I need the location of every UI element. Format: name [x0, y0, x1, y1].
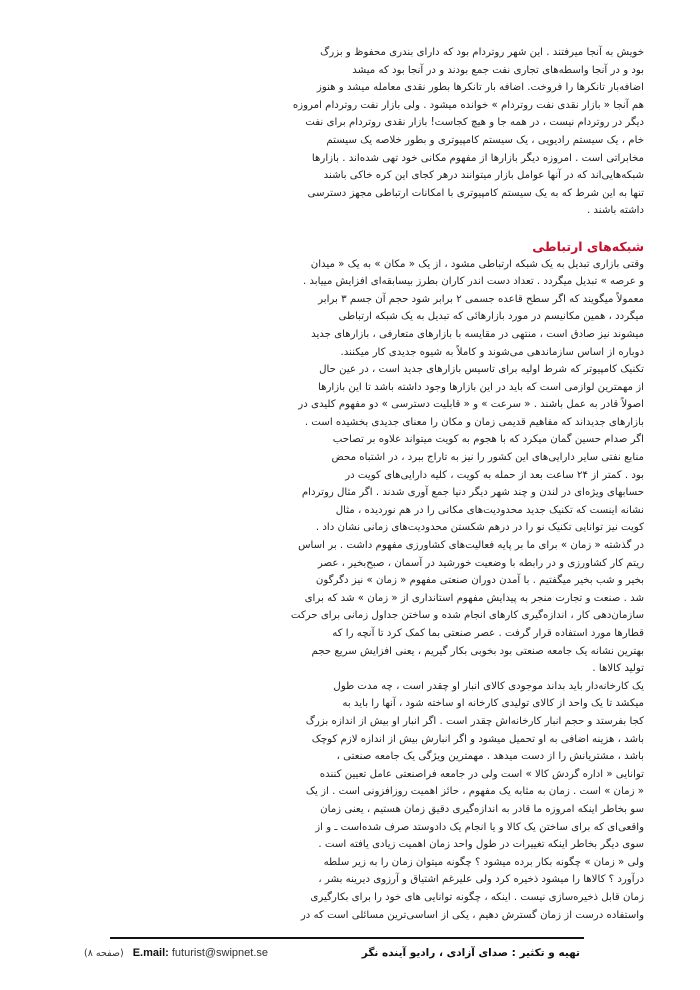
- text-line: کویت نیز توانایی تکنیک نو را در درهم شکستن محدودیت‌های زمانی نشان داد .: [315, 522, 644, 534]
- footer-contact: [84, 944, 268, 962]
- section-heading: شبکه‌های ارتباطی: [532, 238, 644, 254]
- text-line: خویش به آنجا میرفتند . این شهر روتردام بود که دارای بندری محفوظ و بزرگ: [320, 47, 644, 58]
- page-number: (صفحه ۸): [84, 948, 124, 959]
- text-line: اضافه‌بار تانکرها را فروخت. اضافه بار تانکرها بطور نقدی معامله میشد و هنوز: [316, 82, 644, 94]
- text-line: باشد ، مشتریانش را از دست میدهد . مهمترین ویژگی یک جامعه صنعتی ،: [336, 751, 644, 763]
- text-line: بخیر و شب بخیر میگفتیم . با آمدن دوران صنعتی مفهوم « زمان » نیز دگرگون: [315, 575, 644, 587]
- text-line: معمولاً میگویند که اگر سطح قاعده جسمی ۲ برابر شود حجم آن جسم ۳ برابر: [318, 293, 644, 305]
- text-line: تولید کالاها .: [592, 663, 644, 675]
- text-line: سو بخاطر اینکه امروزه ما قادر به اندازه‌گیری دقیق زمان هستیم ، یعنی زمان: [320, 803, 644, 815]
- section-paragraph: [272, 256, 644, 678]
- text-line: دوباره از اساس سازماندهی می‌شوند و کاملاً به شیوه جدیدی کار میکنند.: [340, 346, 644, 358]
- article-column: [272, 44, 644, 924]
- text-line: کجا بفرستد و حجم انبار کارخانه‌اش چقدر است . اگر انبار او بیش از اندازه بزرگ: [305, 715, 644, 727]
- footer-divider: [110, 937, 584, 939]
- text-line: زمان قابل ذخیره‌سازی نیست . اینکه ، چگونه توانایی های خود را برای بکارگیری: [310, 891, 644, 903]
- text-line: توانایی « اداره گردش کالا » است ولی در جامعه فراصنعتی عامل تعیین کننده: [319, 768, 644, 780]
- text-line: و عرصه » تبدیل میگردد . تعداد دست اندر کاران بطرز بیسابقه‌ای افزایش مییابد .: [302, 276, 644, 288]
- text-line: ولی « زمان » چگونه بکار برده میشود ؟ چگونه میتوان زمان را به زیر سلطه: [323, 856, 644, 868]
- text-line: اصولاً قادر به عمل باشند . « سرعت » و « قابلیت دسترسی » دو مفهوم کلیدی در: [298, 399, 644, 411]
- text-line: شد . صنعت و تجارت منجر به پیدایش مفهوم استانداری از « زمان » شد که برای: [304, 592, 644, 604]
- text-line: تنها به این شرط که به یک سیستم کامپیوتری با امکانات ارتباطی مجهز دسترسی: [307, 187, 644, 199]
- text-line: اگر صدام حسین گمان میکرد که با هجوم به کویت میتواند علاوه بر تصاحب: [332, 434, 644, 446]
- text-line: شبکه‌هایی‌اند که در آنها عوامل بازار میتوانند درهر کجای این کره خاکی باشند: [323, 170, 644, 182]
- text-line: در گذشته « زمان » برای ما بر پایه فعالیت‌های کشاورزی مفهوم داشت . بر اساس: [298, 540, 644, 552]
- text-line: درآورد ؟ کالاها را میشود ذخیره کرد ولی علیرغم اشتیاق و آرزوی دیرینه بشر ،: [318, 874, 644, 886]
- text-line: منابع نفتی سایر دارایی‌های این کشور را نیز به تاراج ببرد ، در اشتباه محض: [331, 452, 644, 464]
- text-line: واقعی‌ای که برای ساختن یک کالا و یا انجام یک دادوستد صرف شده‌است ـ و از: [315, 821, 644, 833]
- text-line: ریتم کار کشاورزی و در رابطه با وضعیت خورشید در آسمان ، صبح‌بخیر ، عصر: [317, 557, 644, 569]
- text-line: حسابهای ویژه‌ای در لندن و چند شهر دیگر دنیا جمع آوری شدند . اگر مثال روتردام: [301, 487, 644, 499]
- email-label: E.mail:: [132, 947, 169, 959]
- text-line: داشته باشند .: [586, 205, 644, 217]
- text-line: بود و در آنجا واسطه‌های تجاری نفت جمع بودند و در آنجا بود که میشد: [352, 64, 644, 76]
- text-line: میگردد ، همین مکانیسم در مورد بازارهائی که تبدیل به یک شبکه ارتباطی: [338, 311, 644, 323]
- final-paragraph: [272, 678, 644, 924]
- text-line: بازارهای جدیداند که مفاهیم قدیمی زمان و مکان را معنای جدیدی بخشیده است .: [304, 416, 644, 428]
- text-line: بود . کمتر از ۲۴ ساعت بعد از حمله به کویت ، کلیه دارایی‌های کویت در: [345, 469, 644, 481]
- text-line: تکنیک کامپیوتر که شرط اولیه برای تاسیس بازارهای جدید است ، در عین حال: [319, 364, 644, 376]
- text-line: میکشد تا یک واحد از کالای تولیدی کارخانه او ساخته شود ، آنها را باید به: [342, 698, 644, 710]
- text-line: وقتی بازاری تبدیل به یک شبکه ارتباطی مشود ، از یک « مکان » به یک « میدان: [310, 258, 644, 270]
- text-line: باشد ، هزینه اضافی به او تحمیل میشود و اگر انبارش بیش از اندازه لازم کوچک: [311, 733, 644, 745]
- text-line: هم آنجا « بازار نقدی نفت روتردام » خوانده میشود . ولی بازار نفت روتردام امروزه: [292, 99, 644, 111]
- text-line: از مهمترین لوازمی است که باید در این بازارها وجود داشته باشد تا این بازارها: [318, 381, 644, 393]
- intro-paragraph: [272, 44, 644, 220]
- paragraph-spacer: [272, 220, 644, 238]
- text-line: دیگر در روتردام نیست ، در همه جا و هیچ کجاست! بازار نقدی روتردام برای نفت: [305, 117, 644, 129]
- email-link[interactable]: futurist@swipnet.se: [171, 947, 269, 959]
- text-line: واستفاده درست از زمان گسترش دهیم ، یکی از اساسی‌ترین مسائلی است که در: [300, 909, 644, 921]
- text-line: نشانه اینست که تکنیک جدید محدودیت‌های مکانی را در هم نوردیده ، مثال: [335, 504, 644, 516]
- text-line: خام ، یک سیستم رادیویی ، یک سیستم کامپیوتری و بطور خلاصه یک سیستم: [326, 134, 644, 146]
- text-line: یک کارخانه‌دار باید بداند موجودی کالای انبار او چقدر است ، چه مدت طول: [333, 680, 644, 692]
- text-line: سازمان‌دهی کار ، اندازه‌گیری کارهای انجام شده و ساختن جداول زمانی برای حرکت: [290, 610, 644, 622]
- text-line: میشوند نیز صادق است ، منتهی در مقایسه با بازارهای متعارفی ، بازارهای جدید: [311, 328, 644, 340]
- text-line: بهترین نشانه یک جامعه صنعتی بود بخوبی بکار گیریم ، یعنی افزایش سریع حجم: [311, 645, 644, 657]
- text-line: « زمان » است . زمان به مثابه یک مفهوم ، حائز اهمیت روزافزونی است . از یک: [305, 786, 644, 798]
- text-line: قطارها مورد استفاده قرار گرفت . عصر صنعتی بما کمک کرد تا آنچه را که: [332, 628, 644, 639]
- text-line: سوی دیگر بخاطر اینکه تغییرات در طول واحد زمان اهمیت زیادی یافته است .: [318, 839, 644, 851]
- footer-credit: تهیه و تکثیر : صدای آزادی ، رادیو آینده نگر: [361, 947, 580, 959]
- text-line: مخابراتی است . امروزه دیگر بازارها از مفهوم مکانی خود تهی شده‌اند . بازارها: [311, 152, 644, 164]
